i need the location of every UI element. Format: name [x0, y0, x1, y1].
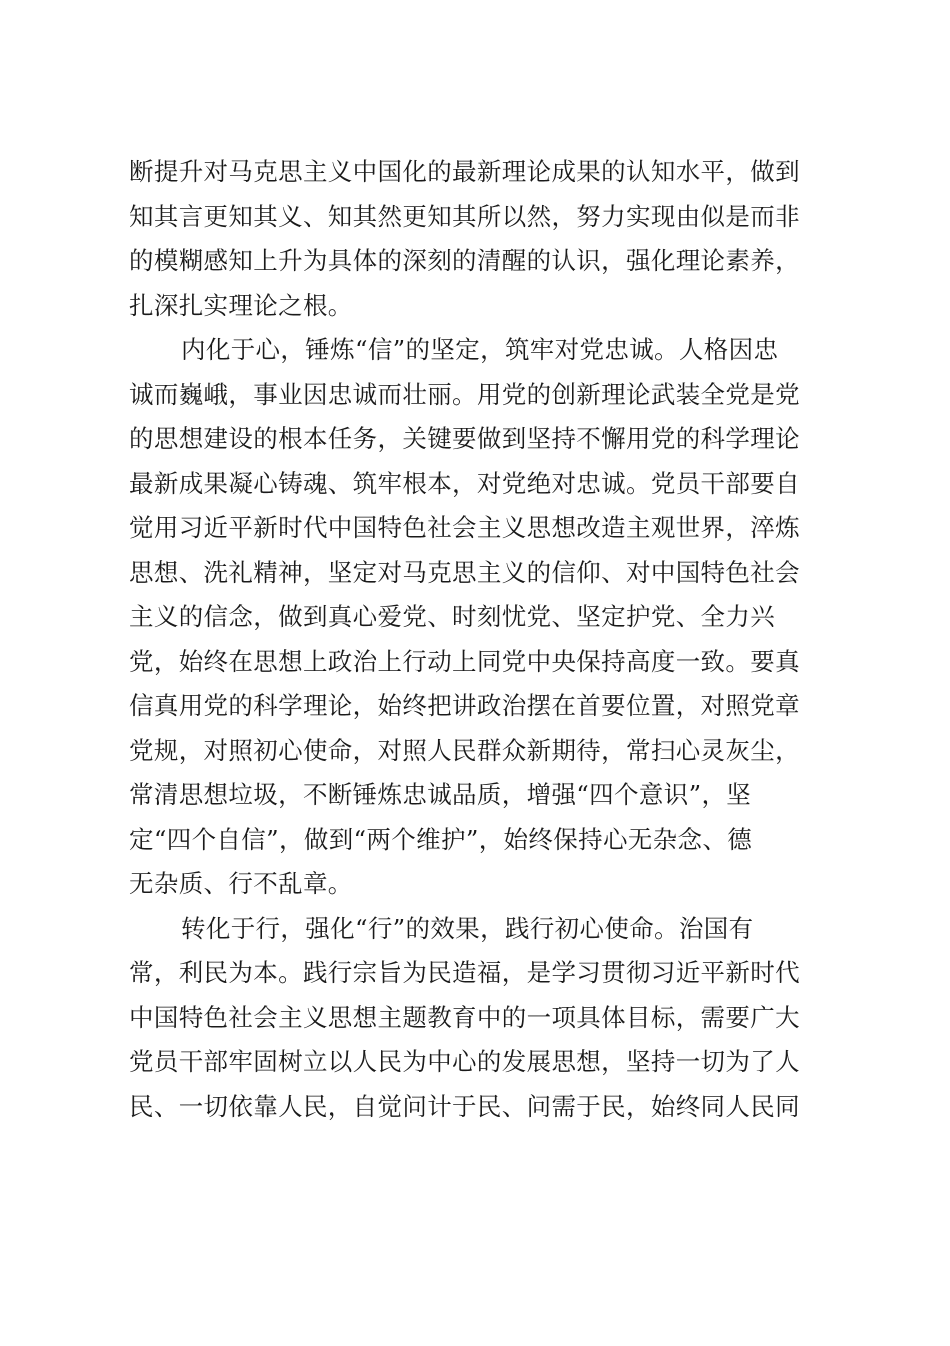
text-line: 常，利民为本。践行宗旨为民造福，是学习贯彻习近平新时代	[129, 958, 800, 987]
body-text	[129, 150, 823, 1129]
paragraph-start-line: 转化于行，强化“行”的效果，践行初心使命。治国有	[181, 913, 754, 943]
text-line: 常清思想垃圾，不断锤炼忠诚品质，增强“四个意识”，坚	[129, 780, 752, 809]
text-line: 主义的信念，做到真心爱党、时刻忧党、坚定护党、全力兴	[129, 602, 776, 631]
text-line: 诚而巍峨，事业因忠诚而壮丽。用党的创新理论武装全党是党	[129, 379, 800, 409]
text-line: 中国特色社会主义思想主题教育中的一项具体目标，需要广大	[129, 1002, 800, 1032]
text-line: 知其言更知其义、知其然更知其所以然，努力实现由似是而非	[129, 201, 800, 231]
text-line: 党规，对照初心使命，对照人民群众新期待，常扫心灵灰尘，	[129, 735, 800, 765]
text-line: 扎深扎实理论之根。	[129, 290, 353, 320]
text-line: 党，始终在思想上政治上行动上同党中央保持高度一致。要真	[129, 646, 800, 676]
text-line: 断提升对马克思主义中国化的最新理论成果的认知水平，做到	[129, 157, 800, 186]
text-line: 信真用党的科学理论，始终把讲政治摆在首要位置，对照党章	[129, 691, 800, 720]
text-line: 的思想建设的根本任务，关键要做到坚持不懈用党的科学理论	[129, 424, 800, 453]
text-line: 民、一切依靠人民，自觉问计于民、问需于民，始终同人民同	[129, 1091, 800, 1121]
text-line: 无杂质、行不乱章。	[129, 869, 353, 898]
text-line: 的模糊感知上升为具体的深刻的清醒的认识，强化理论素养，	[129, 246, 800, 275]
text-line: 最新成果凝心铸魂、筑牢根本，对党绝对忠诚。党员干部要自	[129, 468, 800, 498]
paragraph-start-line: 内化于心，锤炼“信”的坚定，筑牢对党忠诚。人格因忠	[181, 335, 779, 364]
text-line: 觉用习近平新时代中国特色社会主义思想改造主观世界，淬炼	[129, 513, 800, 542]
text-line: 思想、洗礼精神，坚定对马克思主义的信仰、对中国特色社会	[129, 557, 800, 587]
text-line: 党员干部牢固树立以人民为中心的发展思想，坚持一切为了人	[129, 1047, 800, 1076]
text-line: 定“四个自信”，做到“两个维护”，始终保持心无杂念、德	[129, 824, 753, 854]
